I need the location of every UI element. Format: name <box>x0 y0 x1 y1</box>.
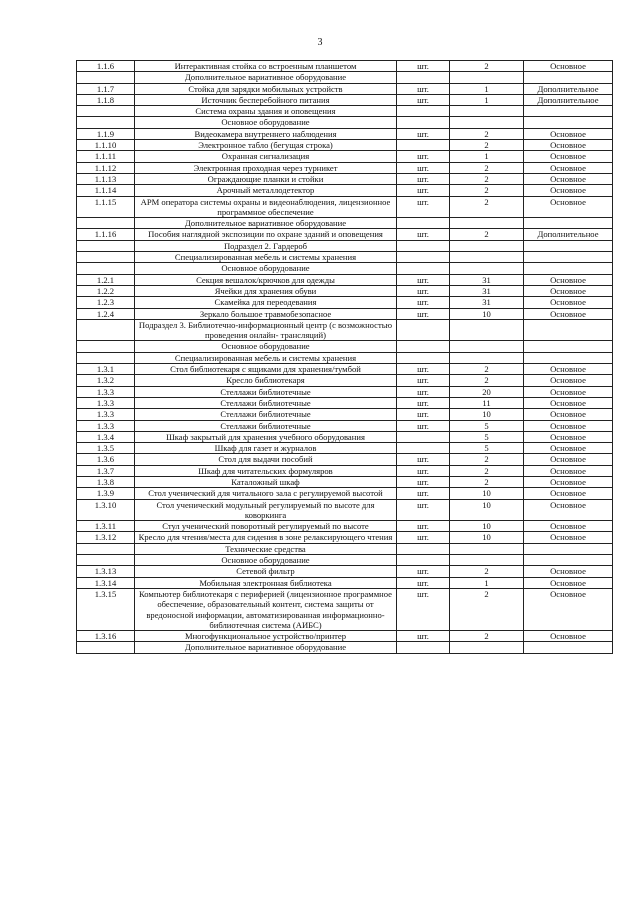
quantity-cell: 10 <box>450 521 524 532</box>
item-number-cell: 1.3.3 <box>77 386 135 397</box>
table-row <box>77 397 613 408</box>
table-row <box>77 454 613 465</box>
quantity-cell: 10 <box>450 409 524 420</box>
item-name-cell: Пособия наглядной экспозиции по охране зданий и оповещения <box>135 229 397 240</box>
table-row <box>77 162 613 173</box>
table-row <box>77 106 613 117</box>
item-number-cell: 1.3.15 <box>77 588 135 630</box>
item-number-cell: 1.3.9 <box>77 488 135 499</box>
equipment-type-cell: Основное <box>524 140 613 151</box>
unit-cell: шт. <box>397 465 450 476</box>
quantity-cell: 31 <box>450 274 524 285</box>
quantity-cell <box>450 319 524 341</box>
quantity-cell: 2 <box>450 61 524 72</box>
equipment-type-cell: Основное <box>524 409 613 420</box>
quantity-cell: 2 <box>450 364 524 375</box>
quantity-cell: 2 <box>450 173 524 184</box>
table-row <box>77 642 613 653</box>
item-number-cell: 1.1.16 <box>77 229 135 240</box>
equipment-type-cell: Основное <box>524 61 613 72</box>
item-name-cell: Сетевой фильтр <box>135 566 397 577</box>
quantity-cell: 2 <box>450 128 524 139</box>
table-row <box>77 229 613 240</box>
equipment-type-cell: Основное <box>524 151 613 162</box>
equipment-type-cell: Основное <box>524 397 613 408</box>
table-row <box>77 128 613 139</box>
equipment-type-cell: Основное <box>524 443 613 454</box>
item-number-cell: 1.3.2 <box>77 375 135 386</box>
unit-cell: шт. <box>397 375 450 386</box>
page-number: 3 <box>317 37 323 48</box>
unit-cell <box>397 352 450 363</box>
item-name-cell: Стол ученический модульный регулируемый по высоте для коворкинга <box>135 499 397 521</box>
item-name-cell: Кресло библиотекаря <box>135 375 397 386</box>
item-number-cell: 1.1.10 <box>77 140 135 151</box>
equipment-type-cell <box>524 543 613 554</box>
table-row <box>77 631 613 642</box>
item-name-cell: Зеркало большое травмобезопасное <box>135 308 397 319</box>
unit-cell <box>397 218 450 229</box>
item-number-cell: 1.3.14 <box>77 577 135 588</box>
equipment-type-cell <box>524 218 613 229</box>
table-row <box>77 140 613 151</box>
equipment-type-cell <box>524 319 613 341</box>
table-row <box>77 297 613 308</box>
table-row <box>77 173 613 184</box>
equipment-type-cell <box>524 117 613 128</box>
item-number-cell <box>77 341 135 352</box>
unit-cell: шт. <box>397 386 450 397</box>
item-number-cell: 1.1.7 <box>77 83 135 94</box>
quantity-cell <box>450 352 524 363</box>
equipment-type-cell <box>524 106 613 117</box>
item-number-cell: 1.2.1 <box>77 274 135 285</box>
table-row <box>77 185 613 196</box>
item-number-cell: 1.1.6 <box>77 61 135 72</box>
equipment-type-cell: Основное <box>524 420 613 431</box>
item-name-cell: Многофункциональное устройство/принтер <box>135 631 397 642</box>
table-row <box>77 443 613 454</box>
unit-cell: шт. <box>397 521 450 532</box>
quantity-cell: 1 <box>450 577 524 588</box>
item-name-cell: Специализированная мебель и системы хранения <box>135 352 397 363</box>
equipment-type-cell: Основное <box>524 185 613 196</box>
item-number-cell: 1.2.4 <box>77 308 135 319</box>
table-row <box>77 94 613 105</box>
item-name-cell: Шкаф для газет и журналов <box>135 443 397 454</box>
item-name-cell: Шкаф для читательских формуляров <box>135 465 397 476</box>
table-row <box>77 499 613 521</box>
unit-cell <box>397 319 450 341</box>
equipment-type-cell: Основное <box>524 162 613 173</box>
quantity-cell <box>450 555 524 566</box>
item-name-cell: Скамейка для переодевания <box>135 297 397 308</box>
table-row <box>77 488 613 499</box>
item-number-cell <box>77 352 135 363</box>
unit-cell: шт. <box>397 420 450 431</box>
quantity-cell <box>450 117 524 128</box>
item-number-cell: 1.3.8 <box>77 476 135 487</box>
unit-cell <box>397 106 450 117</box>
table-row <box>77 319 613 341</box>
item-number-cell: 1.1.11 <box>77 151 135 162</box>
equipment-type-cell: Основное <box>524 476 613 487</box>
item-name-cell: Стол библиотекаря с ящиками для хранения/тумбой <box>135 364 397 375</box>
item-number-cell: 1.3.7 <box>77 465 135 476</box>
item-number-cell: 1.2.3 <box>77 297 135 308</box>
unit-cell <box>397 642 450 653</box>
item-number-cell: 1.1.15 <box>77 196 135 218</box>
table-row <box>77 352 613 363</box>
item-name-cell: Подраздел 2. Гардероб <box>135 240 397 251</box>
table-row <box>77 420 613 431</box>
item-number-cell <box>77 252 135 263</box>
table-row <box>77 375 613 386</box>
unit-cell: шт. <box>397 128 450 139</box>
equipment-type-cell: Основное <box>524 386 613 397</box>
quantity-cell: 2 <box>450 631 524 642</box>
unit-cell: шт. <box>397 631 450 642</box>
unit-cell <box>397 443 450 454</box>
item-number-cell <box>77 106 135 117</box>
item-number-cell: 1.3.3 <box>77 397 135 408</box>
quantity-cell: 2 <box>450 140 524 151</box>
quantity-cell <box>450 218 524 229</box>
item-number-cell: 1.1.12 <box>77 162 135 173</box>
item-name-cell: Стойка для зарядки мобильных устройств <box>135 83 397 94</box>
table-row <box>77 409 613 420</box>
quantity-cell: 10 <box>450 532 524 543</box>
equipment-type-cell: Дополнительное <box>524 94 613 105</box>
item-number-cell <box>77 72 135 83</box>
item-number-cell <box>77 117 135 128</box>
unit-cell <box>397 555 450 566</box>
unit-cell: шт. <box>397 588 450 630</box>
quantity-cell: 2 <box>450 465 524 476</box>
item-name-cell: Стеллажи библиотечные <box>135 409 397 420</box>
quantity-cell <box>450 252 524 263</box>
equipment-type-cell: Основное <box>524 588 613 630</box>
equipment-type-cell: Дополнительное <box>524 229 613 240</box>
equipment-type-cell: Основное <box>524 128 613 139</box>
quantity-cell <box>450 106 524 117</box>
unit-cell <box>397 252 450 263</box>
table-row <box>77 151 613 162</box>
item-name-cell: Ограждающие планки и стойки <box>135 173 397 184</box>
quantity-cell: 11 <box>450 397 524 408</box>
equipment-type-cell <box>524 341 613 352</box>
item-name-cell: Компьютер библиотекаря с периферией (лицензионное программное обеспечение, образовательный контент, система защиты от вредоносной информации, автоматизированная информационно-библиотечная система (АИБС) <box>135 588 397 630</box>
quantity-cell <box>450 240 524 251</box>
quantity-cell <box>450 341 524 352</box>
item-name-cell: Источник бесперебойного питания <box>135 94 397 105</box>
equipment-type-cell <box>524 555 613 566</box>
equipment-type-cell: Основное <box>524 308 613 319</box>
unit-cell <box>397 117 450 128</box>
quantity-cell: 2 <box>450 588 524 630</box>
equipment-type-cell <box>524 642 613 653</box>
equipment-type-cell: Основное <box>524 375 613 386</box>
unit-cell: шт. <box>397 94 450 105</box>
unit-cell: шт. <box>397 229 450 240</box>
item-name-cell: Стеллажи библиотечные <box>135 397 397 408</box>
item-number-cell <box>77 218 135 229</box>
equipment-type-cell: Основное <box>524 532 613 543</box>
table-row <box>77 61 613 72</box>
equipment-type-cell: Основное <box>524 285 613 296</box>
item-number-cell: 1.3.6 <box>77 454 135 465</box>
table-row <box>77 465 613 476</box>
item-number-cell: 1.3.3 <box>77 409 135 420</box>
table-row <box>77 252 613 263</box>
table-row <box>77 532 613 543</box>
quantity-cell <box>450 72 524 83</box>
item-name-cell: Основное оборудование <box>135 341 397 352</box>
unit-cell: шт. <box>397 488 450 499</box>
table-row <box>77 72 613 83</box>
equipment-type-cell: Основное <box>524 274 613 285</box>
quantity-cell: 1 <box>450 83 524 94</box>
quantity-cell: 1 <box>450 94 524 105</box>
unit-cell <box>397 240 450 251</box>
item-number-cell: 1.2.2 <box>77 285 135 296</box>
table-row <box>77 543 613 554</box>
quantity-cell: 10 <box>450 499 524 521</box>
item-name-cell: Интерактивная стойка со встроенным планшетом <box>135 61 397 72</box>
item-name-cell: Видеокамера внутреннего наблюдения <box>135 128 397 139</box>
quantity-cell: 2 <box>450 454 524 465</box>
unit-cell: шт. <box>397 454 450 465</box>
table-row <box>77 577 613 588</box>
quantity-cell: 10 <box>450 488 524 499</box>
item-number-cell: 1.1.9 <box>77 128 135 139</box>
equipment-type-cell: Основное <box>524 173 613 184</box>
quantity-cell: 2 <box>450 375 524 386</box>
unit-cell <box>397 431 450 442</box>
item-name-cell: Кресло для чтения/места для сидения в зоне релаксирующего чтения <box>135 532 397 543</box>
item-name-cell: Дополнительное вариативное оборудование <box>135 218 397 229</box>
item-name-cell: Мобильная электронная библиотека <box>135 577 397 588</box>
unit-cell: шт. <box>397 476 450 487</box>
unit-cell: шт. <box>397 285 450 296</box>
equipment-type-cell: Основное <box>524 631 613 642</box>
equipment-type-cell <box>524 240 613 251</box>
unit-cell: шт. <box>397 151 450 162</box>
table-row <box>77 588 613 630</box>
equipment-type-cell: Основное <box>524 566 613 577</box>
unit-cell: шт. <box>397 308 450 319</box>
table-row <box>77 263 613 274</box>
quantity-cell <box>450 642 524 653</box>
item-name-cell: Стул ученический поворотный регулируемый по высоте <box>135 521 397 532</box>
item-number-cell <box>77 263 135 274</box>
unit-cell: шт. <box>397 297 450 308</box>
quantity-cell: 2 <box>450 476 524 487</box>
item-number-cell: 1.3.11 <box>77 521 135 532</box>
item-number-cell <box>77 240 135 251</box>
quantity-cell <box>450 543 524 554</box>
item-number-cell <box>77 543 135 554</box>
equipment-type-cell: Основное <box>524 488 613 499</box>
quantity-cell: 20 <box>450 386 524 397</box>
item-number-cell: 1.3.5 <box>77 443 135 454</box>
table-row <box>77 431 613 442</box>
item-number-cell <box>77 319 135 341</box>
quantity-cell: 10 <box>450 308 524 319</box>
table-row <box>77 240 613 251</box>
unit-cell: шт. <box>397 185 450 196</box>
unit-cell: шт. <box>397 196 450 218</box>
equipment-table <box>76 60 613 654</box>
item-number-cell <box>77 555 135 566</box>
table-row <box>77 285 613 296</box>
item-number-cell: 1.3.13 <box>77 566 135 577</box>
quantity-cell: 2 <box>450 229 524 240</box>
quantity-cell: 31 <box>450 285 524 296</box>
item-name-cell: Секция вешалок/крючков для одежды <box>135 274 397 285</box>
unit-cell: шт. <box>397 61 450 72</box>
equipment-type-cell: Основное <box>524 521 613 532</box>
table-row <box>77 308 613 319</box>
equipment-type-cell: Основное <box>524 364 613 375</box>
table-row <box>77 341 613 352</box>
table-row <box>77 218 613 229</box>
equipment-type-cell: Основное <box>524 465 613 476</box>
quantity-cell: 2 <box>450 185 524 196</box>
equipment-type-cell <box>524 263 613 274</box>
unit-cell: шт. <box>397 566 450 577</box>
unit-cell: шт. <box>397 409 450 420</box>
item-number-cell: 1.3.16 <box>77 631 135 642</box>
item-name-cell: Подраздел 3. Библиотечно-информационный центр (с возможностью проведения онлайн- трансляций) <box>135 319 397 341</box>
table-row <box>77 83 613 94</box>
item-number-cell <box>77 642 135 653</box>
item-name-cell: Охранная сигнализация <box>135 151 397 162</box>
item-name-cell: Основное оборудование <box>135 117 397 128</box>
quantity-cell: 2 <box>450 162 524 173</box>
item-name-cell: Электронная проходная через турникет <box>135 162 397 173</box>
table-row <box>77 386 613 397</box>
unit-cell: шт. <box>397 274 450 285</box>
quantity-cell: 2 <box>450 196 524 218</box>
item-number-cell: 1.1.8 <box>77 94 135 105</box>
item-name-cell: Шкаф закрытый для хранения учебного оборудования <box>135 431 397 442</box>
unit-cell: шт. <box>397 499 450 521</box>
item-name-cell: Стол ученический для читального зала с регулируемой высотой <box>135 488 397 499</box>
item-name-cell: Каталожный шкаф <box>135 476 397 487</box>
table-row <box>77 364 613 375</box>
item-number-cell: 1.3.12 <box>77 532 135 543</box>
equipment-type-cell: Основное <box>524 454 613 465</box>
equipment-type-cell: Основное <box>524 196 613 218</box>
item-name-cell: Основное оборудование <box>135 263 397 274</box>
item-name-cell: АРМ оператора системы охраны и видеонаблюдения, лицензионное программное обеспечение <box>135 196 397 218</box>
item-name-cell: Электронное табло (бегущая строка) <box>135 140 397 151</box>
unit-cell <box>397 341 450 352</box>
unit-cell: шт. <box>397 83 450 94</box>
item-name-cell: Специализированная мебель и системы хранения <box>135 252 397 263</box>
unit-cell <box>397 140 450 151</box>
unit-cell <box>397 263 450 274</box>
unit-cell: шт. <box>397 364 450 375</box>
equipment-type-cell: Основное <box>524 577 613 588</box>
unit-cell: шт. <box>397 162 450 173</box>
item-name-cell: Система охраны здания и оповещения <box>135 106 397 117</box>
unit-cell: шт. <box>397 173 450 184</box>
unit-cell: шт. <box>397 532 450 543</box>
table-row <box>77 117 613 128</box>
item-name-cell: Технические средства <box>135 543 397 554</box>
quantity-cell: 2 <box>450 566 524 577</box>
table-row <box>77 555 613 566</box>
equipment-type-cell: Основное <box>524 431 613 442</box>
table-row <box>77 566 613 577</box>
item-number-cell: 1.1.14 <box>77 185 135 196</box>
unit-cell <box>397 543 450 554</box>
quantity-cell: 5 <box>450 443 524 454</box>
equipment-type-cell <box>524 72 613 83</box>
item-number-cell: 1.3.1 <box>77 364 135 375</box>
item-number-cell: 1.1.13 <box>77 173 135 184</box>
equipment-type-cell <box>524 252 613 263</box>
equipment-type-cell: Основное <box>524 499 613 521</box>
item-name-cell: Основное оборудование <box>135 555 397 566</box>
item-number-cell: 1.3.10 <box>77 499 135 521</box>
item-number-cell: 1.3.4 <box>77 431 135 442</box>
equipment-type-cell: Дополнительное <box>524 83 613 94</box>
quantity-cell: 5 <box>450 431 524 442</box>
quantity-cell: 5 <box>450 420 524 431</box>
unit-cell: шт. <box>397 397 450 408</box>
table-row <box>77 476 613 487</box>
equipment-type-cell: Основное <box>524 297 613 308</box>
item-name-cell: Дополнительное вариативное оборудование <box>135 72 397 83</box>
table-row <box>77 196 613 218</box>
quantity-cell <box>450 263 524 274</box>
item-name-cell: Стеллажи библиотечные <box>135 386 397 397</box>
quantity-cell: 31 <box>450 297 524 308</box>
item-name-cell: Дополнительное вариативное оборудование <box>135 642 397 653</box>
unit-cell <box>397 72 450 83</box>
item-name-cell: Ячейки для хранения обуви <box>135 285 397 296</box>
item-name-cell: Стеллажи библиотечные <box>135 420 397 431</box>
equipment-type-cell <box>524 352 613 363</box>
quantity-cell: 1 <box>450 151 524 162</box>
unit-cell: шт. <box>397 577 450 588</box>
item-name-cell: Арочный металлодетектор <box>135 185 397 196</box>
item-name-cell: Стол для выдачи пособий <box>135 454 397 465</box>
table-row <box>77 274 613 285</box>
item-number-cell: 1.3.3 <box>77 420 135 431</box>
table-row <box>77 521 613 532</box>
